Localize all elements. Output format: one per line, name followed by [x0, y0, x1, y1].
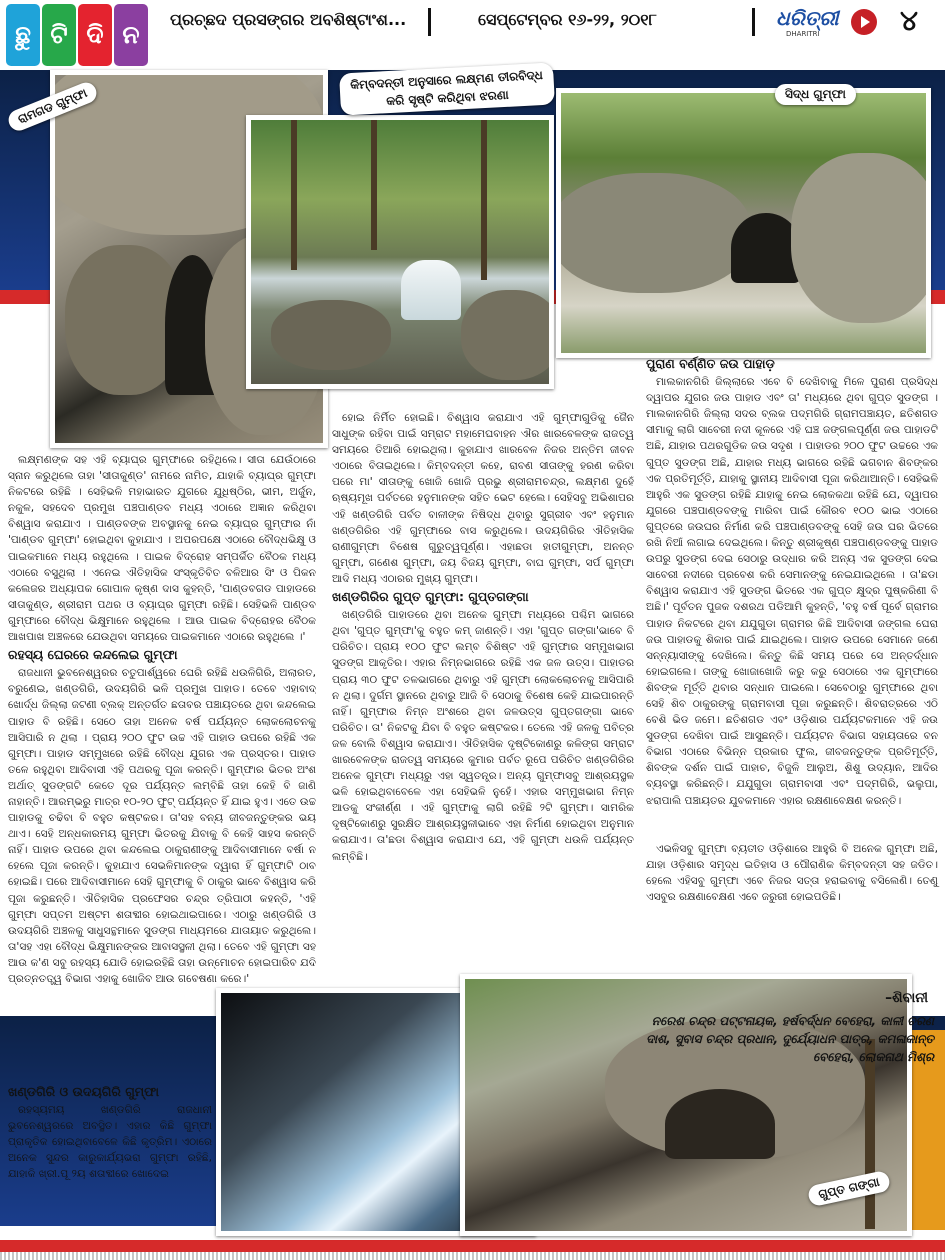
subheading-khandagiri-udayagiri: ଖଣ୍ଡଗିରି ଓ ଉଦୟଗିରି ଗୁମ୍ଫା — [8, 1084, 160, 1099]
paragraph: ହୋଇ ନିର୍ମିତ ହୋଇଛି। ବିଶ୍ୱାସ କରାଯାଏ ଏହି ଗୁମ୍ଫାଗୁଡିକୁ ଜୈନ ସାଧୁଙ୍କ ରହିବା ପାଇଁ ସମ୍ରାଟ ମହାମେଘବାହନ ଐର ଖାରବେଳଙ୍କ ରାଜତ୍ୱ ସମୟରେ ତିଆରି ହୋଇଥିଲା। କୁହାଯାଏ ଖାରବେଳ ନିଜର ଅନ୍ତିମ ଜୀବନ ଏଠାରେ ବିତାଇଥିଲେ। କିମ୍ବଦନ୍ତୀ କହେ, ରାବଣ ସୀତାଙ୍କୁ ହରଣ କରିବା ପରେ ମା' ସୀତାଙ୍କୁ ଖୋଜି ଖୋଜି ପ୍ରଭୁ ଶ୍ରୀରାମଚନ୍ଦ୍ର, ଲକ୍ଷ୍ମଣ ଦୁହେଁ ଋଷ୍ୟମୂଖ ପର୍ବତରେ ହନୁମାନଙ୍କ ସହିତ ଭେଟ ହେଲେ। ସେହିସବୁ ଅଭିଶାପର ଏହି ଖଣ୍ଡଗିରି ପର୍ବତ ବାଳୀଙ୍କ ନିଷିଦ୍ଧ ଥିବାରୁ ସୁଗ୍ରୀବ ଏବଂ ହନୁମାନ ଖଣ୍ଡଗିରିର ଏହି ଗୁମ୍ଫାରେ ବାସ କରୁଥିଲେ। ଉଦୟଗିରିର ଐତିହାସିକ ରାଣୀଗୁମ୍ଫା ବିଶେଷ ଗୁରୁତ୍ୱପୂର୍ଣ୍ଣ। ଏହାଛଡା ହାତୀଗୁମ୍ଫା, ଅନନ୍ତ ଗୁମ୍ଫା, ଗଣେଶ ଗୁମ୍ଫା, ଜୟ ବିଜୟ ଗୁମ୍ଫା, ବାଘ ଗୁମ୍ଫା, ସର୍ପ ଗୁମ୍ଫା ଆଦି ମଧ୍ୟ ଏଠାରର ମୁଖ୍ୟ ଗୁମ୍ଫା। — [332, 412, 634, 585]
publication-logo: ଧରିତ୍ରୀ — [776, 6, 839, 30]
issue-date: ସେପ୍ଟେମ୍ବର ୧୬-୨୨, ୨୦୧୮ — [478, 10, 657, 29]
page-header — [0, 0, 945, 70]
header-divider — [428, 8, 431, 36]
subheading-gupta-cave: ଖଣ୍ଡଗିରିର ଗୁପ୍ତ ଗୁମ୍ଫା: ଗୁପ୍ତଗଙ୍ଗା — [332, 589, 529, 605]
photo-caption-stream: କିମ୍ବଦନ୍ତୀ ଅନୁସାରେ ଲକ୍ଷ୍ମଣ ତୀରବିଦ୍ଧ କରି ସୃଷ୍ଟି କରିଥିବା ଝରଣା — [339, 62, 555, 115]
photo-caption-gupta: ଗୁପ୍ତ ଗଙ୍ଗା — [807, 1170, 892, 1208]
article-column-1 — [8, 452, 316, 1047]
tree-trunk — [291, 120, 297, 270]
cave-opening — [665, 1089, 775, 1159]
continuation-strap: ପ୍ରଚ୍ଛଦ ପ୍ରସଙ୍ଗର ଅବଶିଷ୍ଟାଂଶ... — [170, 10, 407, 29]
paragraph: ଏଭଳିସବୁ ଗୁମ୍ଫା ବ୍ୟତୀତ ଓଡ଼ିଶାରେ ଆହୁରି ବି ଅନେକ ଗୁମ୍ଫା ଅଛି, ଯାହା ଓଡ଼ିଶାର ସମୃଦ୍ଧ ଇତିହାସ ଓ ପୌରାଣିକ କିମ୍ବଦନ୍ତୀ ସହ ଜଡିତ। ହେଲେ ଏହିସବୁ ଗୁମ୍ଫା ଏବେ ନିଜର ସତ୍ତା ହରାଇବାକୁ ବସିଲେଣି। ତେଣୁ ଏସବୁର ରକ୍ଷଣାବେକ୍ଷଣ ଏବେ ଜରୁରୀ ହୋଇପଡିଛି। — [646, 843, 938, 904]
masthead-letter-4: ନ — [114, 4, 148, 66]
tree-trunk — [371, 120, 377, 250]
article-column-2 — [332, 410, 634, 929]
tree-trunk — [481, 120, 487, 280]
boulder — [791, 153, 931, 323]
boulder — [461, 290, 554, 380]
subheading-kandalei-cave: ରହସ୍ୟ ଘେରରେ କନ୍ଦଲେଇ ଗୁମ୍ଫା — [8, 647, 178, 663]
paragraph: ମାଲକାନଗିରି ଜିଲ୍ଲାରେ ଏବେ ବି ଦେଖିବାକୁ ମିଳେ ପୁରାଣ ପ୍ରସିଦ୍ଧ ଦ୍ୱାପର ଯୁଗର ଜଉ ପାହାଡ ଏବଂ ତା' ମଧ୍ୟରେ ଥିବା ଗୁପ୍ତ ସୁଡଙ୍ଗ । ମାଲକାନଗିରି ଜିଲ୍ଲା ସଦର ବ୍ଲକ ପଦ୍ମଗିରି ଗ୍ରାମପଞ୍ଚାୟତ, ଛତିଶଗଡ ସୀମାକୁ ଲାଗି ସାବେରୀ ନଦୀ କୂଳରେ ଏହି ଘଞ୍ଚ ଜଙ୍ଗଲପୂର୍ଣ୍ଣ ଜଉ ପାହାଡଟି ଅଛି, ଯାହାର ପଥରଗୁଡିକ ଜଉ ସଦୃଶ । ପାହାଡର ୨୦୦ ଫୁଟ ଉଚ୍ଚରେ ଏକ ଗୁପ୍ତ ସୁଡଙ୍ଗ ଅଛି, ଯାହାର ମଧ୍ୟ ଭାଗରେ ରହିଛି ଭଗବାନ ଶିବଙ୍କର ଏକ ପ୍ରତିମୂର୍ତ୍ତି, ଯାହାକୁ ସ୍ଥାନୀୟ ଆଦିବାସୀ ପୂଜା କରିଥାଆନ୍ତି। ସେହିଭଳି ଆହୁରି ଏକ ସୁଡଙ୍ଗ ରହିଛି ଯାହାକୁ ନେଇ ଲୋକକଥା ରହିଛି ଯେ, ଦ୍ୱାପର ଯୁଗରେ ପଞ୍ଚପାଣ୍ଡବଙ୍କୁ ମାରିବା ପାଇଁ କୌରବ ୧୦୦ ଭାଇ ଏଠାରେ ଗୁପ୍ତରେ ଜଉଘର ନିର୍ମାଣ କରି ପଞ୍ଚପାଣ୍ଡବଙ୍କୁ ସେହି ଜଉ ଘର ଭିତରେ ରଖି ନିଆଁ ଲଗାଇ ଦେଇଥିଲେ। କିନ୍ତୁ ଶ୍ରୀକୃଷ୍ଣ ପଞ୍ଚପାଣ୍ଡବଙ୍କୁ ପାହାଡ ଉପରୁ ସୁଡଙ୍ଗ ଦେଇ ସେଠାରୁ ଉଦ୍ଧାର କରି ଅନ୍ୟ ଏକ ସୁଡଙ୍ଗ ଦେଇ ସାବେରୀ ନଦୀରେ ପ୍ରବେଶ କରି ସେମାନଙ୍କୁ ନେଇଯାଇଥିଲେ । ତା'ଛଡା ବିଶ୍ୱାସ କରାଯାଏ ଏହି ସୁଡଙ୍ଗ ଭିତରେ ଏକ ଗୁପ୍ତ କ୍ଷୁଦ୍ର ପୁଷ୍କରିଣୀ ବି ଅଛି।' ପୂର୍ବତନ ପୁଜକ ଦଶରଥ ପଡିଆମି କୁହନ୍ତି, 'ବହୁ ବର୍ଷ ପୂର୍ବେ ଗ୍ରାମର ପାହାଡ ନିକଟରେ ଥିବା ଯଯୁଗୁଡା ଗ୍ରାମର କିଛି ଆଦିବାସୀ ଜଙ୍ଗଲ ଘେରା ଜଉ ପାହାଡକୁ ଶିକାର ପାଇଁ ଯାଇଥିଲେ। ପାହାଡ ଉପରେ ସେମାନେ ଜଣେ ସନ୍ନ୍ୟାସୀଙ୍କୁ ଦେଖିଲେ। କିନ୍ତୁ କିଛି ସମୟ ପରେ ସେ ଅନ୍ତର୍ଦ୍ଧାନ ହୋଇଗଲେ। ତାଙ୍କୁ ଖୋଜାଖୋଜି କରୁ କରୁ ସେଠାରେ ଏକ ଗୁମ୍ଫାରେ ଶିବଙ୍କ ମୂର୍ତ୍ତି ଥିବାର ସନ୍ଧାନ ପାଇଲେ। ସେବେଠାରୁ ଗୁମ୍ଫାରେ ଥିବା ସେହି ଶିବ ଠାକୁରଙ୍କୁ ଗ୍ରାମବାସୀ ପୂଜା କରୁଛନ୍ତି। ଶିବରାତ୍ରରେ ଏଠି ବେଶି ଭିଡ ଜମେ। ଛତିଶଗଡ ଏବଂ ଓଡ଼ିଶାର ପର୍ଯ୍ୟଟକମାନେ ଏହି ଜଉ ସୁଡଙ୍ଗ ଦେଖିବା ପାଇଁ ଆସୁଛନ୍ତି। ପର୍ଯ୍ୟଟନ ବିଭାଗ ସହାୟତାରେ ବନ ବିଭାଗ ଏଠାରେ ବିଭିନ୍ନ ପ୍ରକାର ଫୁଲ, ଜୀବଜନ୍ତୁଙ୍କ ପ୍ରତିମୂର୍ତ୍ତି, ଶିବଙ୍କ ଦର୍ଶନ ପାଇଁ ପାହାଚ, ବିଜୁଳି ଆଲୁଅ, ଶିଶୁ ଉଦ୍ୟାନ, ଆଦିର ବ୍ୟବସ୍ଥା କରିଛନ୍ତି। ଯଯୁଗୁଡା ଗ୍ରାମବାସୀ ଏବଂ ପଦ୍ମଗିରି, ଭଲୁପା, ଝରାପାଲି ପଞ୍ଚାୟତର ଯୁବକମାନେ ଏହାର ରକ୍ଷଣାବେକ୍ଷଣ କରନ୍ତି। — [646, 376, 938, 807]
boulder — [556, 173, 751, 293]
subheading-jau-hill: ପୁରାଣ ବର୍ଣ୍ଣିତ ଜଉ ପାହାଡ଼ — [646, 356, 775, 371]
paragraph: ରହସ୍ୟମୟ ଖଣ୍ଡଗିରି ରାଜଧାନୀ ଭୁବନେଶ୍ୱରରେ ଅବସ୍ଥିତ। ଏହାର କିଛି ଗୁମ୍ଫା ପ୍ରାକୃତିକ ହୋଇଥିବାବେଳେ କିଛି କୃତ୍ରିମ। ଏଠାରେ ଅନେକ ସୁନ୍ଦର କାରୁକାର୍ଯ୍ୟଭରା ଗୁମ୍ଫା ରହିଛି, ଯାହାକି ଖ୍ରୀ.ପୂ ୨ୟ ଶତାବ୍ଦୀରେ ଖୋଦେଇ — [8, 1104, 212, 1181]
boulder — [271, 300, 391, 370]
article-column-1-continued — [8, 1082, 212, 1183]
waterfall-stream-photo — [246, 115, 554, 389]
masthead-letter-2: ଟି — [42, 4, 76, 66]
waterfall — [401, 260, 461, 320]
photo-credits: ନରେଶ ଚନ୍ଦ୍ର ପଟ୍ଟନାୟକ, ହର୍ଷବର୍ଦ୍ଧନ ବେହେରା, କାଳୀ ଚରଣ ଦାଶ, ସୁବାସ ଚନ୍ଦ୍ର ପ୍ରଧାନ, ଦୁର୍ଯ୍ୟୋଧନ ପାତ୍ର, କମଳାକାନ୍ତ ବେହେରା, ଲୋକନାଥ ମିଶ୍ର — [646, 1014, 934, 1064]
paragraph: ଲକ୍ଷ୍ମଣଙ୍କ ସହ ଏହି ବ୍ୟାଘ୍ର ଗୁମ୍ଫାରେ ରହିଥିଲେ। ସୀତା ଯେଉଁଠାରେ ସ୍ନାନ କରୁଥିଲେ ତାହା 'ସୀତାକୁଣ୍ଡ' ନାମରେ ନାମିତ, ଯାହାକି ବ୍ୟାଘ୍ର ଗୁମ୍ଫା ନିକଟରେ ରହିଛି । ସେହିଭଳି ମହାଭାରତ ଯୁଗରେ ଯୁଧିଷ୍ଠିର, ଭୀମ, ଅର୍ଜୁନ, ନକୁଳ, ସହଦେବ ପ୍ରମୁଖ ପଞ୍ଚପାଣ୍ଡବ ମଧ୍ୟ ଏଠାରେ ଅଜ୍ଞାନ କରିଥିବା ବିଶ୍ୱାସ କରାଯାଏ । ପାଣ୍ଡବଙ୍କ ଅବସ୍ଥାନକୁ ନେଇ ବ୍ୟାଘ୍ର ଗୁମ୍ଫାର ନାଁ 'ପାଣ୍ଡବ ଗୁମ୍ଫା' ହୋଇଥିବା କୁହାଯାଏ । ଅପରପକ୍ଷେ ଏଠାରେ ବୌଦ୍ଧଭିକ୍ଷୁ ଓ ପାଇକମାନେ ମଧ୍ୟ ରହୁଥିଲେ । ପାଇକ ବିଦ୍ରୋହ ସମ୍ପର୍କିତ ବୈଠକ ମଧ୍ୟ ଏଠାରେ ବସୁଥିଲା । ଏନେଇ ଐତିହାସିକ ସଂସ୍କୃତିବିତ ବଳିଆର ସିଂ ଓ ପିକନ କଲେଜର ଅଧ୍ୟାପକ ଗୋପାଳ କୃଷ୍ଣ ଦାସ କୁହନ୍ତି, 'ପାଣ୍ଡବଗଡ ପାହାଡରେ ସୀତାକୁଣ୍ଡ, ଶ୍ରୀରାମ ପଥର ଓ ବ୍ୟାଘ୍ର ଗୁମ୍ଫା ରହିଛି। ସେହିଭଳି ପାଣ୍ଡବ ଗୁମ୍ଫାରେ ବୌଦ୍ଧ ଭିକ୍ଷୁମାନେ ରହୁଥିଲେ । ଆଉ ପାଇକ ବିଦ୍ରୋହର ବୈଠକ ଆଖପାଖ ଅଞ୍ଚଳରେ ଯେଉଥିବା ସମୟରେ ପାଇକମାନେ ଏଠାରେ ରହୁଥିଲେ ।' — [8, 454, 316, 644]
publication-logo-subtext: DHARITRI — [786, 30, 820, 38]
bottom-red-stripe — [0, 1240, 945, 1252]
section-masthead — [6, 4, 148, 66]
header-divider — [752, 8, 755, 36]
paragraph: ରାଜଧାନୀ ଭୁବନେଶ୍ୱରର ଚତୁପାର୍ଶ୍ୱରେ ଘେରି ରହିଛି ଧଉଳିଗିରି, ଅଲାରତ, ବରୁଣେଇ, ଖଣ୍ଡଗିରି, ଉଦୟଗିରି ଭଳି ପ୍ରମୁଖ ପାହାଡ। ତେବେ ଏହାବାଦ୍ ଖୋର୍ଦ୍ଧ ଜିଲ୍ଲା ଜଟଣୀ ବ୍ଲକ୍ ଅନ୍ତର୍ଗତ ଛତାବର ପଞ୍ଚାୟତରେ ଥିବା କନ୍ଦଲେଇ ପାହାଡ ବି ରହିଛି। ସେଠେ ତାହା ଅନେକ ବର୍ଷ ପର୍ଯ୍ୟନ୍ତ ଲୋକଲୋଚନକୁ ଆସିପାରି ନ ଥିଲା । ପ୍ରାୟ ୨୦୦ ଫୁଟ ଉଚ୍ଚ ଏହି ପାହାଡ ଉପରେ ରହିଛି ଏକ ଗୁମ୍ଫା। ପାହାଡ ସମ୍ମୁଖରେ ରହିଛି ବୌଦ୍ଧ ଯୁଗର ଏକ ପ୍ରସ୍ତର। ପାହାଡ ତଳେ ରହୁଥିବା ଆଦିବାସୀ ଏହି ପଥରକୁ ପୂଜା କରନ୍ତି। ଗୁମ୍ଫାର ଭିତର ଅଂଶ ଅର୍ଥାତ୍ ସୁଡଙ୍ଗଟି କେତେ ଦୂର ପର୍ଯ୍ୟନ୍ତ ଲମ୍ବିଛି ତାହା କେହି ବି ଜାଣି ନାହାନ୍ତି। ଆରମ୍ଭରୁ ମାତ୍ର ୧୦-୨୦ ଫୁଟ୍ ପର୍ଯ୍ୟନ୍ତ ହିଁ ଯାଇ ହୁଏ। ଏତେ ଉଚ୍ଚ ପାହାଡକୁ ଚଢିବା ବି ବହୁତ କଷ୍ଟକର। ତା'ସହ ବନ୍ୟ ଜୀବଜନ୍ତୁଙ୍କର ଭୟ ଥାଏ। ସେହି ଅନ୍ଧକାରମୟ ଗୁମ୍ଫା ଭିତରକୁ ଯିବାକୁ ବି କେହି ସାହସ କରନ୍ତି ନାହିଁ। ପାହାଡ ଉପରେ ଥିବା କନ୍ଦଲେଇ ଠାକୁରାଣୀଙ୍କୁ ଆଦିବାସୀମାନେ ବର୍ଷା ନ ହେଲେ ପୂଜା କରନ୍ତି। କୁହାଯାଏ ସେଭଳିମାନଙ୍କ ଦ୍ୱାରା ହିଁ ଗୁମ୍ଫାଟି ଠାବ ହୋଇଛି। ପରେ ଆଦିବାସୀମାନେ ସେହି ଗୁମ୍ଫାକୁ ବି ଠାକୁର ଭାବେ ବିଶ୍ୱାସ କରି ପୂଜା କରୁଛନ୍ତି। ଐତିହାସିକ ପ୍ରଫେସର ଚନ୍ଦ୍ର ତ୍ରିପାଠୀ କହନ୍ତି, 'ଏହି ଗୁମ୍ଫା ସପ୍ତମ ଅଷ୍ଟମ ଶତାବ୍ଦୀର ହୋଇଥାଇପାରେ। ଏଠାରୁ ଖଣ୍ଡଗିରି ଓ ଉଦୟଗିରି ଅଞ୍ଚଳକୁ ସାଧୁସନ୍ଥମାନେ ସୁଡଙ୍ଗ ମାଧ୍ୟମରେ ଯାତାୟାତ କରୁଥିଲେ। ତା'ସହ ଏହା ବୌଦ୍ଧ ଭିକ୍ଷୁମାନଙ୍କର ଆବାସସ୍ଥଳୀ ଥିଲା। ତେବେ ଏହି ଗୁମ୍ଫା ସହ ଆଉ କ'ଣ ସବୁ ରହସ୍ୟ ଯୋଡି ହୋଇରହିଛି ତାହା ଉନ୍ମୋଚନ ହୋଇପାରିବ ଯଦି ପ୍ରତ୍ନତତ୍ତ୍ୱ ବିଭାଗ ଏହାକୁ ଖୋଜିବ ଆଉ ଗବେଷଣା କରେ।' — [8, 667, 316, 985]
author-name: –ଶିବାନୀ — [885, 990, 928, 1006]
photo-caption-ramgarh: ରାମଗଡ ଗୁମ୍ଫା — [5, 79, 99, 133]
article-column-3 — [646, 354, 938, 905]
footer-dot-rule — [0, 1252, 945, 1260]
page-number: ୪ — [900, 4, 918, 37]
tree-trunk — [865, 1039, 875, 1229]
paragraph: ଖଣ୍ଡଗିରି ପାହାଡରେ ଥିବା ଅନେକ ଗୁମ୍ଫା ମଧ୍ୟରେ ପଶ୍ଚିମ ଭାଗରେ ଥିବା 'ଗୁପ୍ତ ଗୁମ୍ଫା'କୁ ବହୁତ କମ୍ ଜାଣନ୍ତି। ଏହା 'ଗୁପ୍ତ ଗଙ୍ଗା'ଭାବେ ବି ପରିଚିତ। ପ୍ରାୟ ୧୦୦ ଫୁଟ ଲମ୍ବ ବିଶିଷ୍ଟ ଏହି ଗୁମ୍ଫାର ସମ୍ମୁଖଭାଗ ସୁଡଙ୍ଗ ଆକୃତିର। ଏହାର ନିମ୍ନଭାଗରେ ରହିଛି ଏକ ଜଳ ଉତ୍ସ। ପାହାଡର ପ୍ରାୟ ୩୦ ଫୁଟ ତଳଭାଗରେ ଥିବାରୁ ଏହି ଗୁମ୍ଫା ଲୋକଲୋଚନକୁ ଆସିପାରି ନ ଥିଲା। ଦୁର୍ଗମ ସ୍ଥାନରେ ଥିବାରୁ ଆଜି ବି ସେଠାକୁ ବିଶେଷ କେହି ଯାଇପାରନ୍ତି ନାହିଁ। ଗୁମ୍ଫାର ନିମ୍ନ ଅଂଶରେ ଥିବା ଜଳଉତ୍ସ ଗୁପ୍ତଗଙ୍ଗା ଭାବେ ପରିଚିତ। ତା' ନିକଟକୁ ଯିବା ବି ବହୁତ କଷ୍ଟକର। ତେଲେ ଏହି ଜଳକୁ ପବିତ୍ର ଜଳ ବୋଲି ବିଶ୍ୱାସ କରାଯାଏ। ଐତିହାସିକ ଦୃଷ୍ଟିକୋଣରୁ କଳିଙ୍ଗ ସମ୍ରାଟ ଖାରବେଳଙ୍କ ରାଜତ୍ୱ ସମୟରେ କୁମାର ପର୍ବତ ରୂପେ ପରିଚିତ ଖଣ୍ଡଗିରିର ଅନେକ ଗୁମ୍ଫା ମଧ୍ୟରୁ ଏହା ସ୍ୱତନ୍ତ୍ର। ଅନ୍ୟ ଗୁମ୍ଫାସବୁ ଆଶ୍ରୟସ୍ଥଳ ଭଳି ହୋଇଥିବାବେଳେ ଏହା ସେହିଭଳି ନୁହେଁ। ଏହାର ସମ୍ମୁଖଭାଗ ନିମ୍ନ ଆଡକୁ ସଂକୀର୍ଣ୍ଣ । ଏହି ଗୁମ୍ଫାକୁ ଲାଗି ରହିଛି ୨ଟି ଗୁମ୍ଫା। ସାମରିକ ଦୃଷ୍ଟିକୋଣରୁ ସୁରକ୍ଷିତ ଆଶ୍ରୟସ୍ଥଳୀଭାବେ ଏହା ନିର୍ମାଣ ହୋଇଥିବା ଅନୁମାନ କରାଯାଏ। ତା'ଛଡା ବିଶ୍ୱାସ କରାଯାଏ ଯେ, ଏହି ଗୁମ୍ଫା ଧଉଳି ପର୍ଯ୍ୟନ୍ତ ଲମ୍ବିଛି। — [332, 609, 634, 863]
play-icon — [851, 9, 877, 35]
byline — [646, 990, 938, 1066]
masthead-letter-1: ଛୁ — [6, 4, 40, 66]
sidha-cave-photo — [556, 88, 931, 358]
photo-caption-sidha: ସିଦ୍ଧ ଗୁମ୍ଫା — [775, 84, 856, 105]
masthead-letter-3: ଦି — [78, 4, 112, 66]
